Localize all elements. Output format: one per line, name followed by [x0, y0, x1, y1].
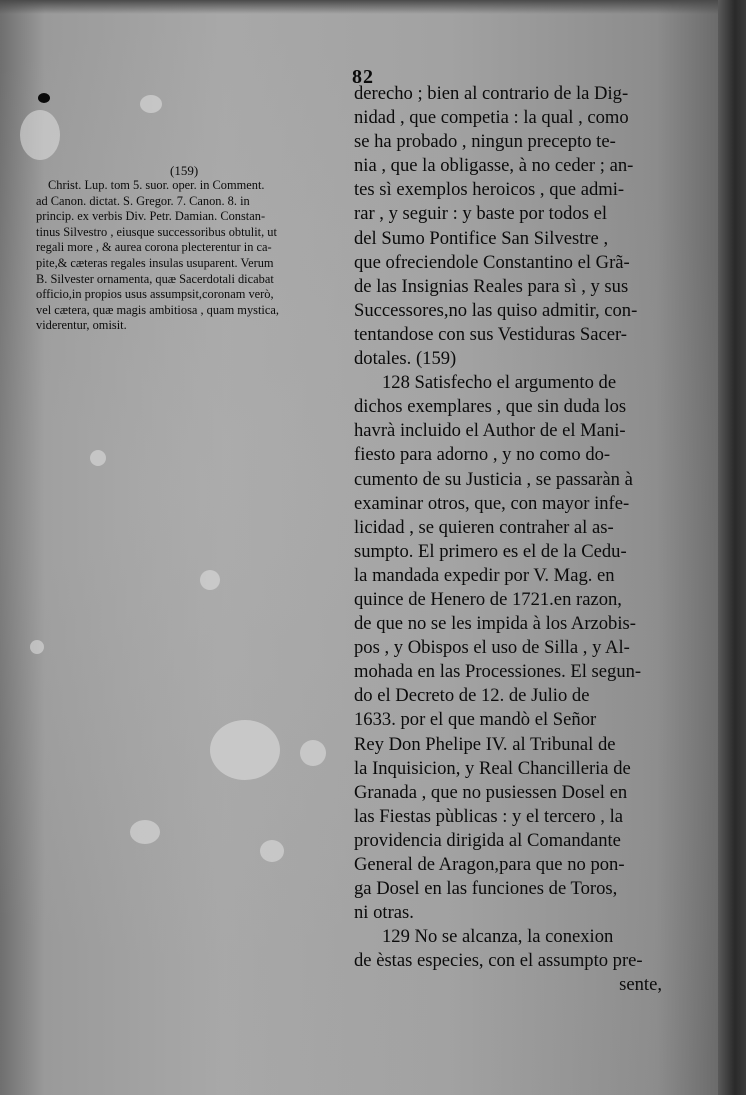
footnote-line: princip. ex verbis Div. Petr. Damian. Constan- [36, 209, 266, 224]
footnote-line: regali more , & aurea corona plecterentur in ca- [36, 240, 272, 255]
text-line: de las Insignias Reales para sì , y sus [354, 275, 629, 297]
book-binding-edge [718, 0, 746, 1095]
page-top-shadow [0, 0, 746, 14]
text-line: providencia dirigida al Comandante [354, 829, 621, 851]
text-line: del Sumo Pontifice San Silvestre , [354, 227, 609, 249]
text-line: nidad , que competia : la qual , como [354, 107, 629, 129]
text-line: do el Decreto de 12. de Julio de [354, 685, 590, 707]
foxing-spot [90, 450, 106, 466]
text-line: derecho ; bien al contrario de la Dig- [354, 83, 629, 104]
text-line: quince de Henero de 1721.en razon, [354, 588, 622, 610]
footnote-block [36, 178, 346, 334]
text-line: 1633. por el que mandò el Señor [354, 709, 597, 731]
foxing-spot [300, 740, 326, 766]
text-line: de èstas especies, con el assumpto pre- [354, 950, 643, 972]
text-line: nia , que la obligasse, à no ceder ; an- [354, 155, 634, 177]
footnote-line: B. Silvester ornamenta, quæ Sacerdotali dicabat [36, 271, 274, 286]
text-line: licidad , se quieren contraher al as- [354, 516, 614, 538]
text-line: cumento de su Justicia , se passaràn à [354, 468, 633, 490]
text-line: ni otras. [354, 902, 414, 924]
text-line: Granada , que no pusiessen Dosel en [354, 781, 628, 803]
foxing-spot [30, 640, 44, 654]
text-line: que ofreciendole Constantino el Grã- [354, 251, 630, 273]
foxing-spot [210, 720, 280, 780]
footnote-line: vel cætera, quæ magis ambitiosa , quam mystica, [36, 302, 279, 317]
footnote-line: Christ. Lup. tom 5. suor. oper. in Comment. [48, 178, 265, 192]
text-line: la Inquisicion, y Real Chancilleria de [354, 757, 631, 779]
page-number: 82 [352, 66, 374, 88]
text-line: se ha probado , ningun precepto te- [354, 131, 616, 153]
text-line: rar , y seguir : y baste por todos el [354, 203, 608, 225]
foxing-spot [260, 840, 284, 862]
text-line: Successores,no las quiso admitir, con- [354, 299, 638, 321]
catchword-line: sente, [619, 974, 662, 996]
text-line: la mandada expedir por V. Mag. en [354, 564, 615, 586]
footnote-line: officio,in propios usus assumpsit,coronam verò, [36, 287, 274, 302]
text-line: General de Aragon,para que no pon- [354, 854, 625, 875]
ink-blot [38, 93, 50, 103]
footnote-marker: (159) [170, 163, 199, 178]
text-line: dotales. (159) [354, 348, 457, 370]
footnote-line: viderentur, omisit. [36, 318, 127, 333]
text-line: examinar otros, que, con mayor infe- [354, 492, 630, 514]
footnote-line: pite,& cæteras regales insulas usuparent. Verum [36, 255, 274, 270]
footnote-line: tinus Silvestro , eiusque successoribus obtulit, ut [36, 224, 277, 239]
text-line: sumpto. El primero es el de la Cedu- [354, 540, 627, 562]
foxing-spot [200, 570, 220, 590]
paragraph-start-line: 129 No se alcanza, la conexion [382, 926, 614, 948]
text-line: tentandose con sus Vestiduras Sacer- [354, 323, 627, 345]
text-line: fiesto para adorno , y no como do- [354, 444, 611, 466]
text-line: las Fiestas pùblicas : y el tercero , la [354, 805, 624, 827]
foxing-spot [130, 820, 160, 844]
text-line: Rey Don Phelipe IV. al Tribunal de [354, 733, 616, 755]
text-line: tes sì exemplos heroicos , que admi- [354, 179, 625, 201]
text-line: de que no se les impida à los Arzobis- [354, 613, 636, 635]
footnote-line: ad Canon. dictat. S. Gregor. 7. Canon. 8. in [36, 193, 250, 208]
text-line: pos , y Obispos el uso de Silla , y Al- [354, 637, 630, 659]
foxing-spot [140, 95, 162, 113]
text-line: havrà incluido el Author de el Mani- [354, 420, 626, 442]
main-text-column [354, 82, 666, 998]
foxing-spot [20, 110, 60, 160]
text-line: mohada en las Processiones. El segun- [354, 661, 642, 683]
text-line: ga Dosel en las funciones de Toros, [354, 878, 618, 900]
text-line: dichos exemplares , que sin duda los [354, 396, 627, 418]
paragraph-start-line: 128 Satisfecho el argumento de [382, 372, 617, 394]
